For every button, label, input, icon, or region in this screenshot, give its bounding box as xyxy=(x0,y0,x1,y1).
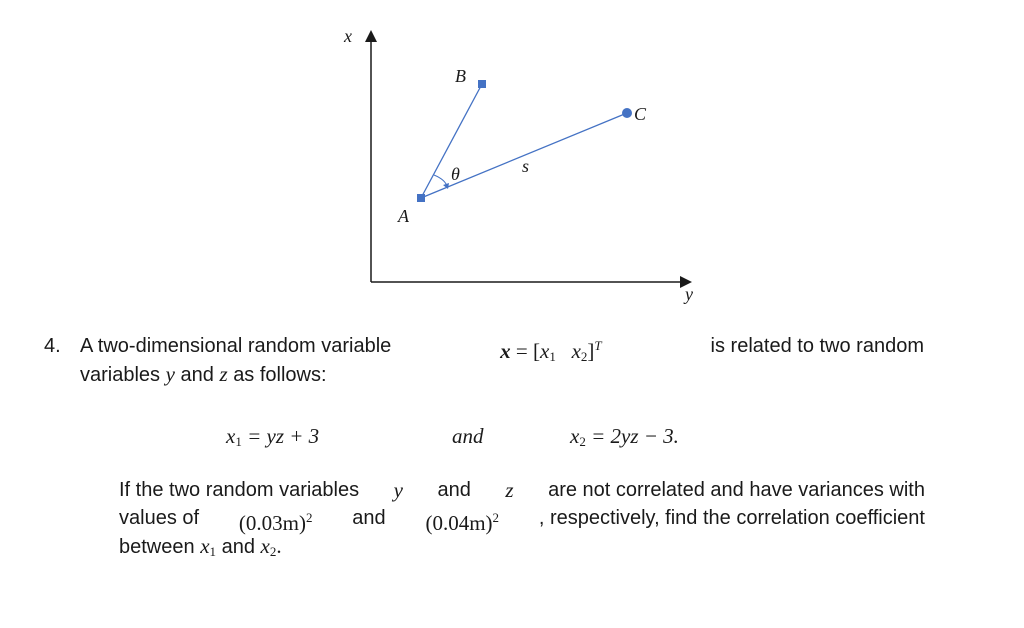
followup-line-3: between $x_1$ and $x_2$. xyxy=(119,534,282,559)
point-b-label: B xyxy=(455,66,466,86)
followup-line-2: values of $(0.03m)^2$ and $(0.04m)^2$ , respectively, find the correlation coefficient xyxy=(119,507,925,535)
equation-connector: and xyxy=(452,424,484,448)
point-a-marker xyxy=(417,194,425,202)
intro-text-2: is related to two random xyxy=(710,335,924,357)
angle-label: θ xyxy=(451,164,460,184)
equation-1: $x_1$ = yz + 3 xyxy=(226,424,320,449)
y-axis-label: y xyxy=(685,284,693,304)
point-b-marker xyxy=(478,80,486,88)
intro-text-1: A two-dimensional random variable xyxy=(80,335,392,357)
point-c-label: C xyxy=(634,104,647,124)
problem-number: 4. xyxy=(44,335,61,357)
segment-s-label: s xyxy=(522,156,530,176)
followup-line-1: If the two random variables y and z are not correlated and have variances with xyxy=(119,478,925,502)
x-axis-label: x xyxy=(344,26,352,46)
point-a-label: A xyxy=(398,206,409,226)
equation-2: $x_2 = 2yz - 3$. xyxy=(570,424,679,449)
point-c-marker xyxy=(622,108,632,118)
vector-equation: $x = [x_1$ $x_2]^T$ xyxy=(500,338,602,364)
problem-line-2: variables y and z as follows: xyxy=(80,362,327,386)
